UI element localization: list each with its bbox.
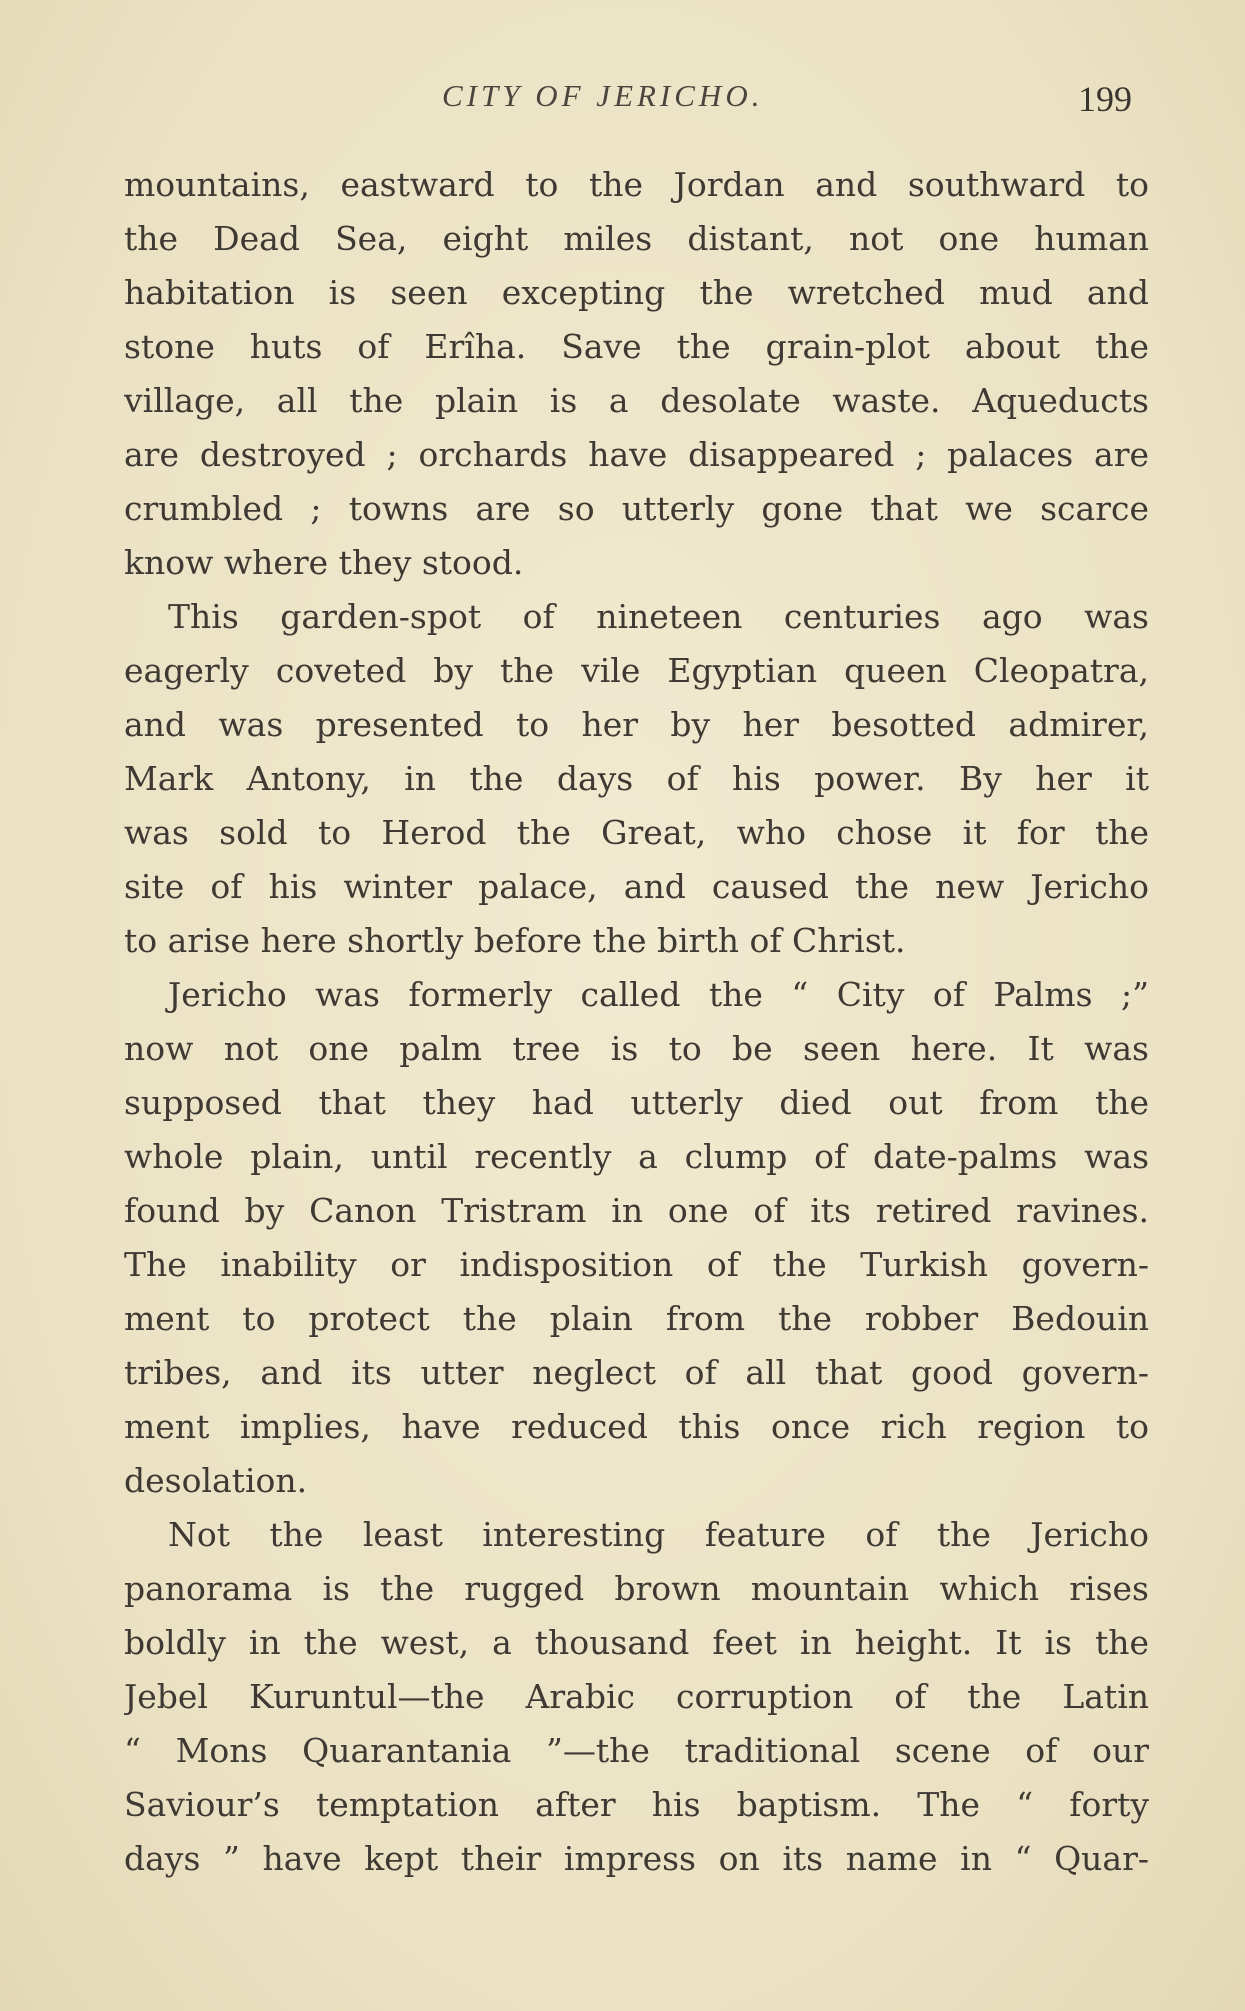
text-line: are destroyed ; orchards have disappeared ; palaces are bbox=[124, 435, 1149, 474]
text-line: “ Mons Quarantania ”—the traditional scene of our bbox=[124, 1731, 1149, 1770]
text-line: the Dead Sea, eight miles distant, not one human bbox=[124, 219, 1149, 258]
text-line: village, all the plain is a desolate waste. Aqueducts bbox=[124, 381, 1149, 420]
body-text bbox=[124, 158, 1149, 1886]
running-title: CITY OF JERICHO. bbox=[442, 78, 764, 113]
text-line: ment to protect the plain from the robber Bedouin bbox=[124, 1299, 1149, 1338]
text-line: The inability or indisposition of the Turkish govern- bbox=[124, 1245, 1149, 1284]
text-line: tribes, and its utter neglect of all that good govern- bbox=[124, 1353, 1149, 1392]
text-line: stone huts of Erîha. Save the grain-plot about the bbox=[124, 327, 1149, 366]
text-line: habitation is seen excepting the wretched mud and bbox=[124, 273, 1149, 312]
text-line: found by Canon Tristram in one of its retired ravines. bbox=[124, 1191, 1149, 1230]
paragraph-start-line: This garden-spot of nineteen centuries ago was bbox=[168, 597, 1149, 636]
text-line: whole plain, until recently a clump of date-palms was bbox=[124, 1137, 1149, 1176]
text-line: to arise here shortly before the birth of Christ. bbox=[124, 921, 906, 960]
text-line: boldly in the west, a thousand feet in height. It is the bbox=[124, 1623, 1149, 1662]
page-number: 199 bbox=[1078, 79, 1132, 119]
text-line: eagerly coveted by the vile Egyptian queen Cleopatra, bbox=[124, 651, 1149, 690]
text-line: and was presented to her by her besotted admirer, bbox=[124, 705, 1149, 744]
text-line: panorama is the rugged brown mountain which rises bbox=[124, 1569, 1149, 1608]
text-line: was sold to Herod the Great, who chose it for the bbox=[124, 813, 1149, 852]
text-line: know where they stood. bbox=[124, 543, 524, 582]
text-line: site of his winter palace, and caused the new Jericho bbox=[124, 867, 1149, 906]
text-line: Jebel Kuruntul—the Arabic corruption of the Latin bbox=[124, 1677, 1149, 1716]
text-line: desolation. bbox=[124, 1461, 308, 1500]
text-line: mountains, eastward to the Jordan and southward to bbox=[124, 165, 1149, 204]
paragraph-start-line: Jericho was formerly called the “ City of Palms ;” bbox=[168, 975, 1149, 1014]
text-line: Saviour’s temptation after his baptism. The “ forty bbox=[124, 1785, 1149, 1824]
text-line: days ” have kept their impress on its name in “ Quar- bbox=[124, 1839, 1149, 1878]
text-line: supposed that they had utterly died out from the bbox=[124, 1083, 1149, 1122]
text-line: Mark Antony, in the days of his power. By her it bbox=[124, 759, 1149, 798]
paragraph-start-line: Not the least interesting feature of the Jericho bbox=[168, 1515, 1149, 1554]
text-line: ment implies, have reduced this once rich region to bbox=[124, 1407, 1149, 1446]
running-head bbox=[0, 78, 1245, 128]
text-line: now not one palm tree is to be seen here. It was bbox=[124, 1029, 1149, 1068]
text-line: crumbled ; towns are so utterly gone that we scarce bbox=[124, 489, 1149, 528]
